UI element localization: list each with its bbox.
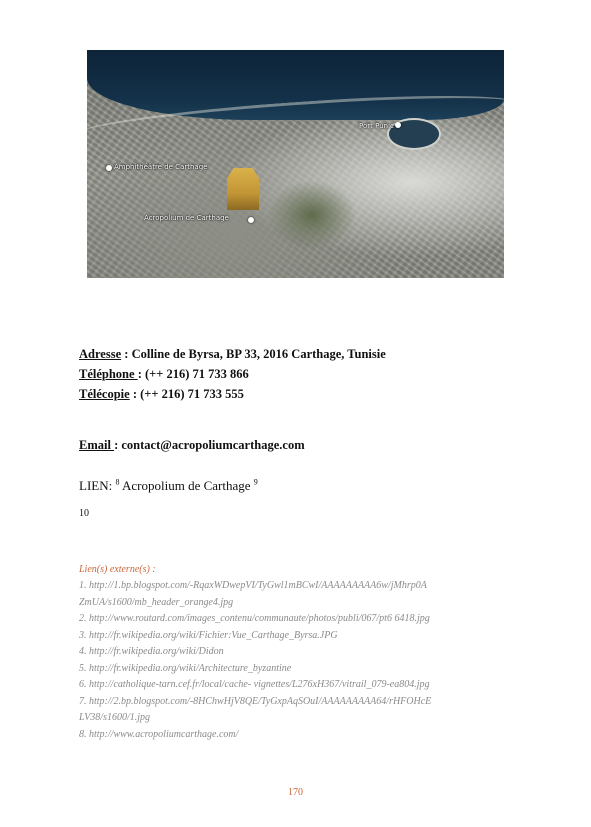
external-links-title: Lien(s) externe(s) :: [79, 564, 156, 575]
lien-link[interactable]: Acropolium de Carthage: [119, 478, 254, 493]
email-label: Email: [79, 438, 115, 452]
aerial-map-image: [87, 50, 504, 278]
fax-line: Télécopie : (++ 216) 71 733 555: [79, 387, 244, 401]
amphitheatre-pin-icon: [106, 165, 112, 171]
page-number: 170: [288, 787, 303, 798]
phone-label: Téléphone: [79, 367, 138, 381]
map-label-amphitheatre: Amphithéâtre de Carthage: [114, 163, 208, 171]
address-label: Adresse: [79, 347, 122, 361]
external-link-item[interactable]: ZmUA/s1600/mb_header_orange4.jpg: [79, 596, 234, 608]
cathedral-building: [227, 168, 259, 210]
external-link-item[interactable]: 2. http://www.routard.com/images_contenu/communaute/photos/publi/067/pt6 6418.jpg: [79, 613, 430, 624]
footnote-ref-10: 10: [79, 508, 89, 519]
email-value: contact@acropoliumcarthage.com: [121, 438, 305, 452]
external-link-item[interactable]: LV38/s1600/1.jpg: [79, 712, 151, 723]
external-link-item[interactable]: 7. http://2.bp.blogspot.com/-8HChwHjV8QE/TyGxpAqSOuI/AAAAAAAAA64/rHFOHcE: [79, 695, 432, 707]
park-area: [267, 180, 357, 250]
port-punic-pin-icon: [395, 122, 401, 128]
external-link-item[interactable]: 6. http://catholique-tarn.cef.fr/local/cache- vignettes/L276xH367/vitrail_079-ea804.jpg: [79, 679, 430, 690]
phone-line: Téléphone : (++ 216) 71 733 866: [79, 367, 249, 381]
lien-prefix: LIEN:: [79, 478, 116, 493]
external-link-item[interactable]: 1. http://1.bp.blogspot.com/-RqaxWDwepVI/TyGwl1mBCwI/AAAAAAAAA6w/jMhrp0A: [79, 580, 427, 591]
external-links-list: [79, 578, 519, 743]
address-value: Colline de Byrsa, BP 33, 2016 Carthage, Tunisie: [131, 347, 386, 361]
footnote-ref-9: 9: [253, 477, 258, 487]
map-label-acropolium: Acropolium de Carthage: [144, 214, 229, 222]
fax-value: (++ 216) 71 733 555: [140, 387, 244, 401]
fax-label: Télécopie: [79, 387, 130, 401]
external-link-item[interactable]: 3. http://fr.wikipedia.org/wiki/Fichier:Vue_Carthage_Byrsa.JPG: [79, 629, 338, 641]
external-link-item[interactable]: 5. http://fr.wikipedia.org/wiki/Architecture_byzantine: [79, 662, 292, 674]
acropolium-pin-icon: [248, 217, 254, 223]
map-label-port: Port Punic: [359, 122, 394, 130]
address-line: Adresse : Colline de Byrsa, BP 33, 2016 Carthage, Tunisie: [79, 347, 386, 361]
phone-value: (++ 216) 71 733 866: [144, 367, 249, 381]
external-link-item[interactable]: 4. http://fr.wikipedia.org/wiki/Didon: [79, 646, 224, 657]
lien-line: [79, 478, 258, 494]
email-line: Email : contact@acropoliumcarthage.com: [79, 438, 305, 452]
footnote-ref-8: 8: [115, 477, 120, 487]
external-link-item[interactable]: 8. http://www.acropoliumcarthage.com/: [79, 728, 239, 740]
